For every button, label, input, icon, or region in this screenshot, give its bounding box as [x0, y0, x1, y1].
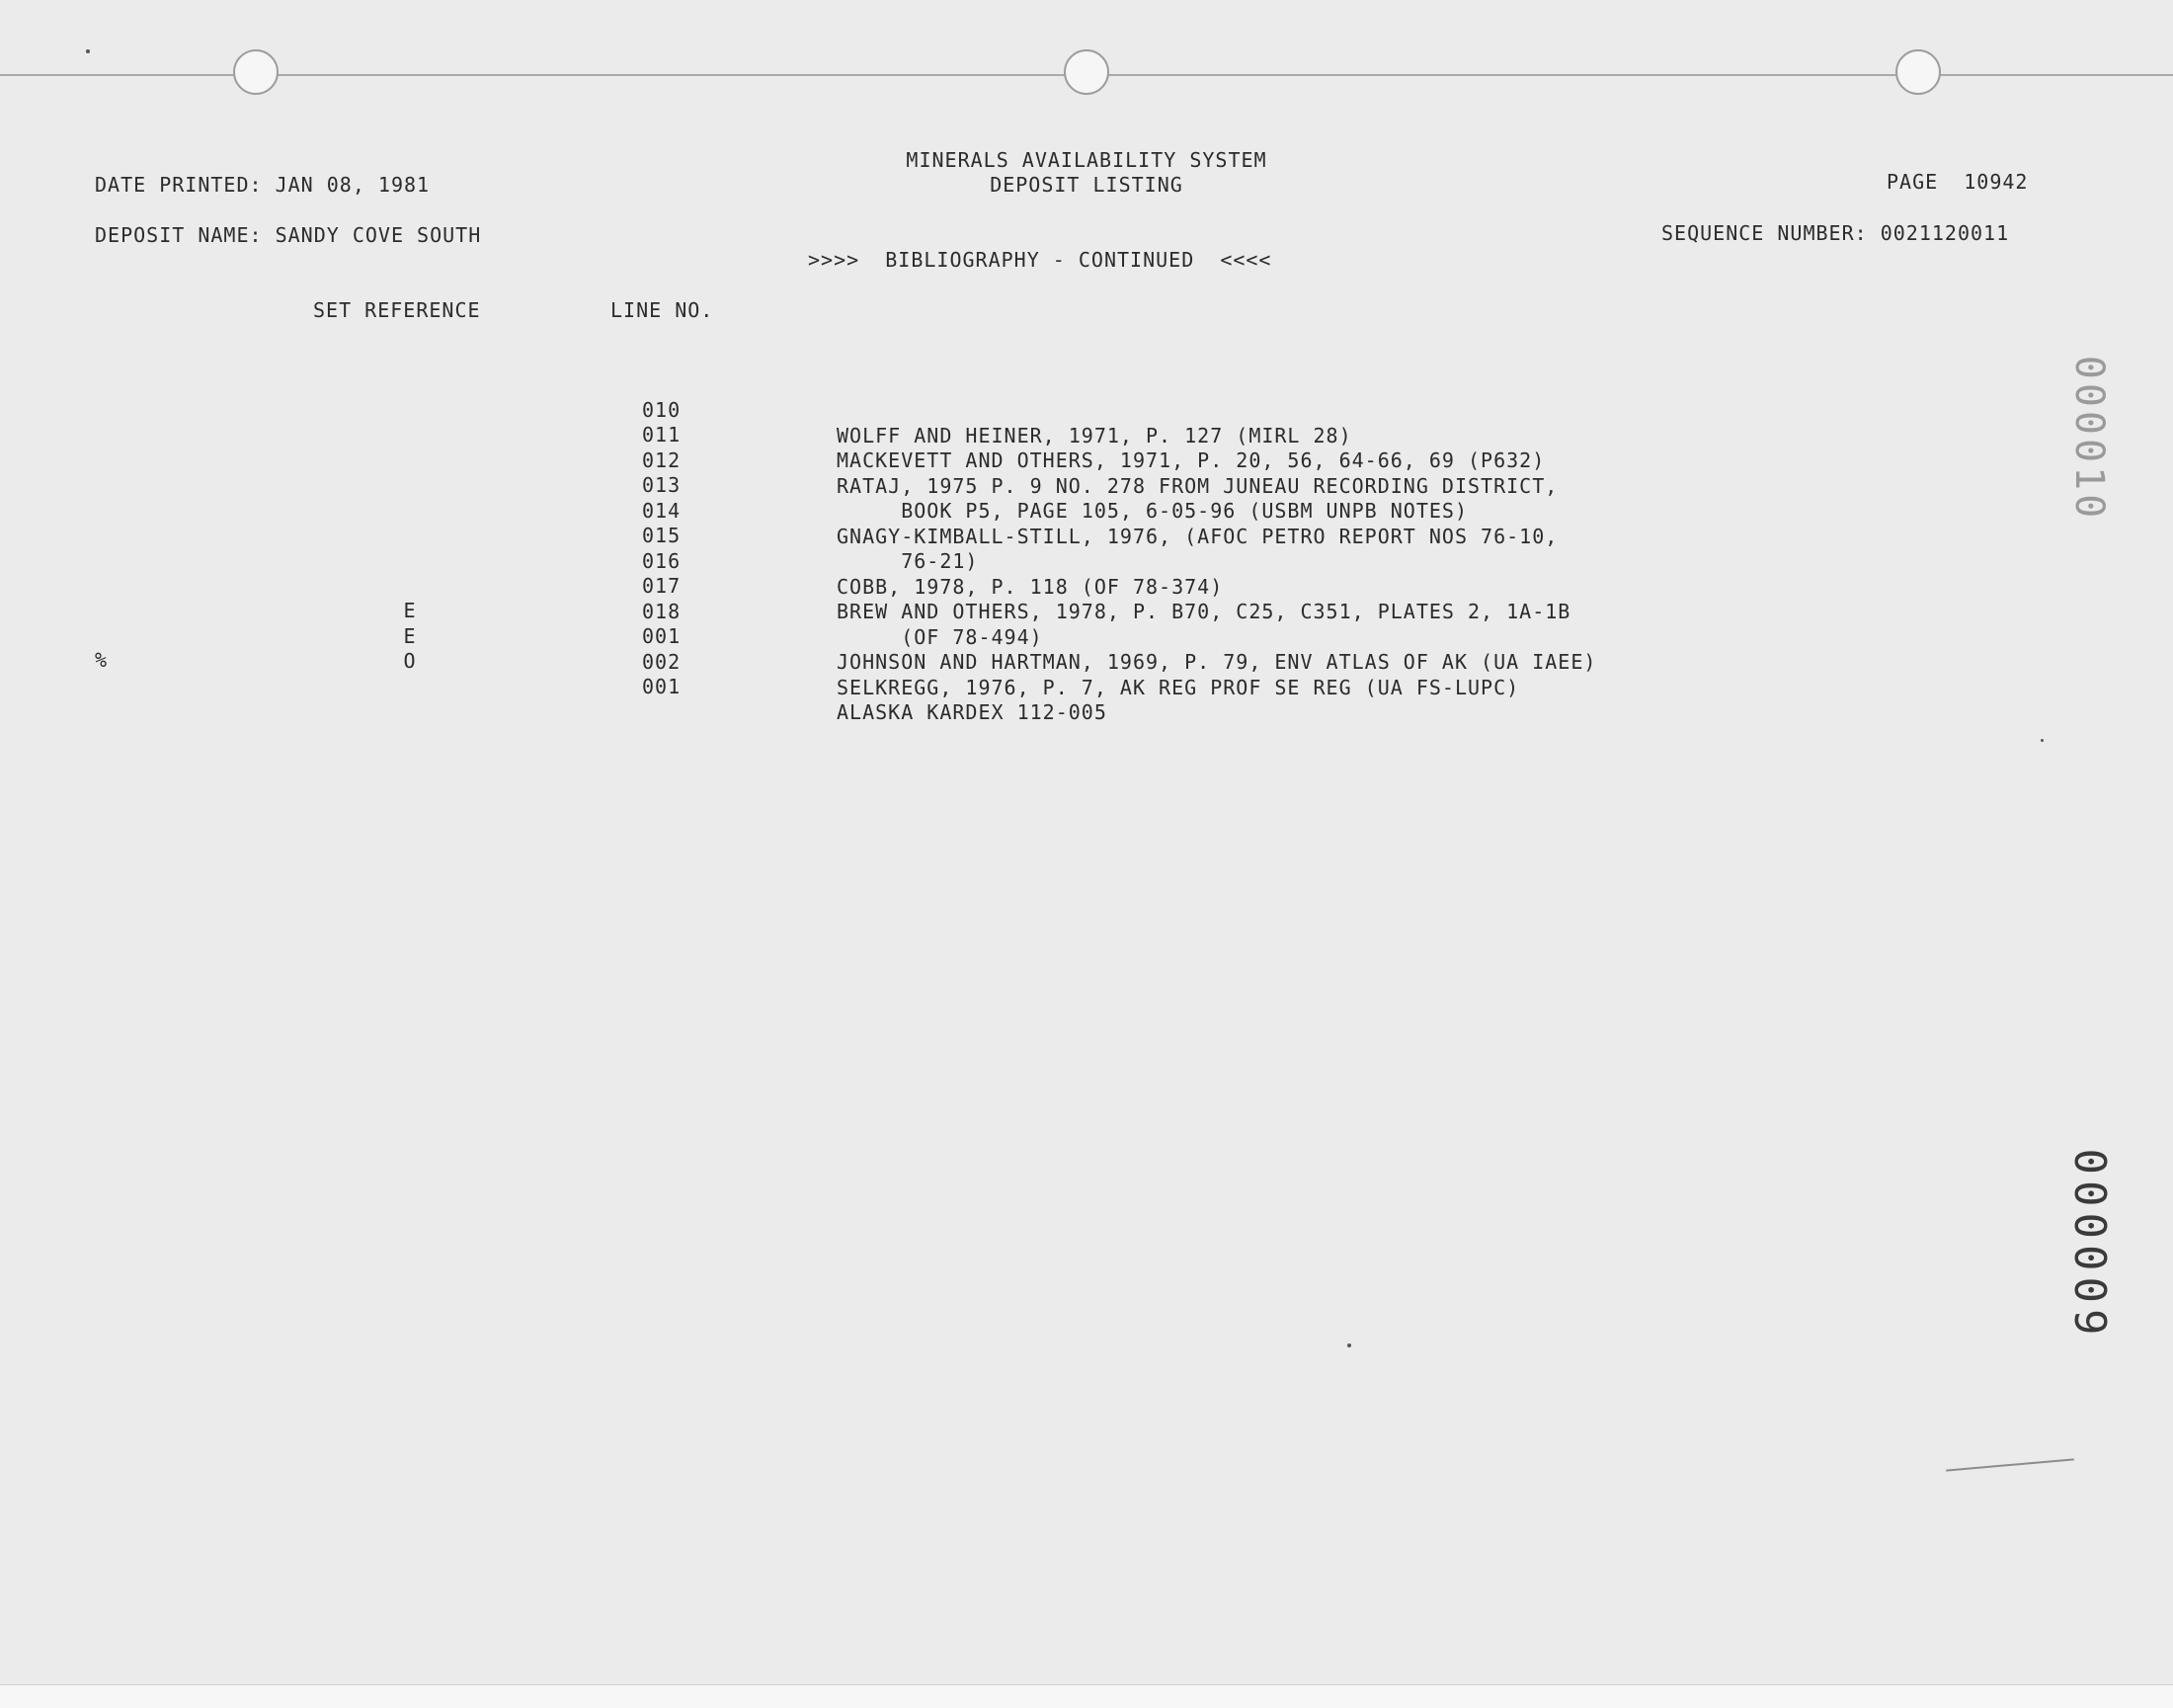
deposit-name: DEPOSIT NAME: SANDY COVE SOUTH: [95, 223, 482, 247]
column-header-line-no: LINE NO.: [610, 298, 714, 322]
speck-mark: [2041, 739, 2044, 742]
reference-text-cell: 76-21): [837, 549, 979, 573]
line-no-cell: 016: [642, 549, 682, 573]
line-no-cell: 018: [642, 600, 682, 623]
scan-bottom-edge: [0, 1684, 2173, 1708]
line-no-cell: 012: [642, 448, 682, 472]
page-number: PAGE 10942: [1887, 170, 2029, 194]
line-no-cell: 001: [642, 624, 682, 648]
line-no-cell: 010: [642, 398, 682, 422]
line-no-cell: 002: [642, 650, 682, 674]
reference-text-cell: SELKREGG, 1976, P. 7, AK REG PROF SE REG (UA FS-LUPC): [837, 676, 1520, 699]
punch-hole-left: [233, 49, 279, 95]
reference-text-cell: COBB, 1978, P. 118 (OF 78-374): [837, 575, 1224, 599]
reference-text-cell: ALASKA KARDEX 112-005: [837, 700, 1107, 724]
line-no-cell: 014: [642, 499, 682, 523]
reference-text-cell: MACKEVETT AND OTHERS, 1971, P. 20, 56, 64-66, 69 (P632): [837, 448, 1546, 472]
reference-text-cell: GNAGY-KIMBALL-STILL, 1976, (AFOC PETRO REPORT NOS 76-10,: [837, 525, 1559, 548]
reference-text-cell: WOLFF AND HEINER, 1971, P. 127 (MIRL 28): [837, 424, 1352, 447]
section-heading: >>>> BIBLIOGRAPHY - CONTINUED <<<<: [808, 248, 1272, 272]
reference-text-cell: JOHNSON AND HARTMAN, 1969, P. 79, ENV ATLAS OF AK (UA IAEE): [837, 650, 1597, 674]
reference-text-cell: BREW AND OTHERS, 1978, P. B70, C25, C351, PLATES 2, 1A-1B: [837, 600, 1571, 623]
line-no-cell: 017: [642, 574, 682, 598]
speck-mark: [86, 49, 90, 53]
reference-text-cell: RATAJ, 1975 P. 9 NO. 278 FROM JUNEAU RECORDING DISTRICT,: [837, 474, 1559, 498]
line-no-cell: 013: [642, 473, 682, 497]
set-reference-cell: O: [403, 649, 417, 673]
pencil-mark: [1946, 1458, 2074, 1471]
listing-title: DEPOSIT LISTING: [990, 173, 1183, 197]
punch-hole-center: [1064, 49, 1109, 95]
reference-text-cell: (OF 78-494): [837, 625, 1043, 649]
speck-mark: [1347, 1343, 1351, 1347]
column-header-set-reference: SET REFERENCE: [313, 298, 481, 322]
line-no-cell: 015: [642, 524, 682, 547]
punch-hole-right: [1895, 49, 1941, 95]
date-printed: DATE PRINTED: JAN 08, 1981: [95, 173, 431, 197]
line-no-cell: 011: [642, 423, 682, 447]
sequence-stamp-top: 000010: [2066, 355, 2112, 523]
reference-text-cell: BOOK P5, PAGE 105, 6-05-96 (USBM UNPB NOTES): [837, 499, 1469, 523]
line-no-cell: 001: [642, 675, 682, 698]
sequence-stamp-bottom: 000009: [2064, 1148, 2115, 1342]
end-marker: %: [95, 648, 109, 672]
sequence-number: SEQUENCE NUMBER: 0021120011: [1661, 221, 2010, 245]
set-reference-cell: E: [403, 624, 417, 648]
set-reference-cell: E: [403, 599, 417, 622]
system-title: MINERALS AVAILABILITY SYSTEM: [906, 148, 1267, 172]
